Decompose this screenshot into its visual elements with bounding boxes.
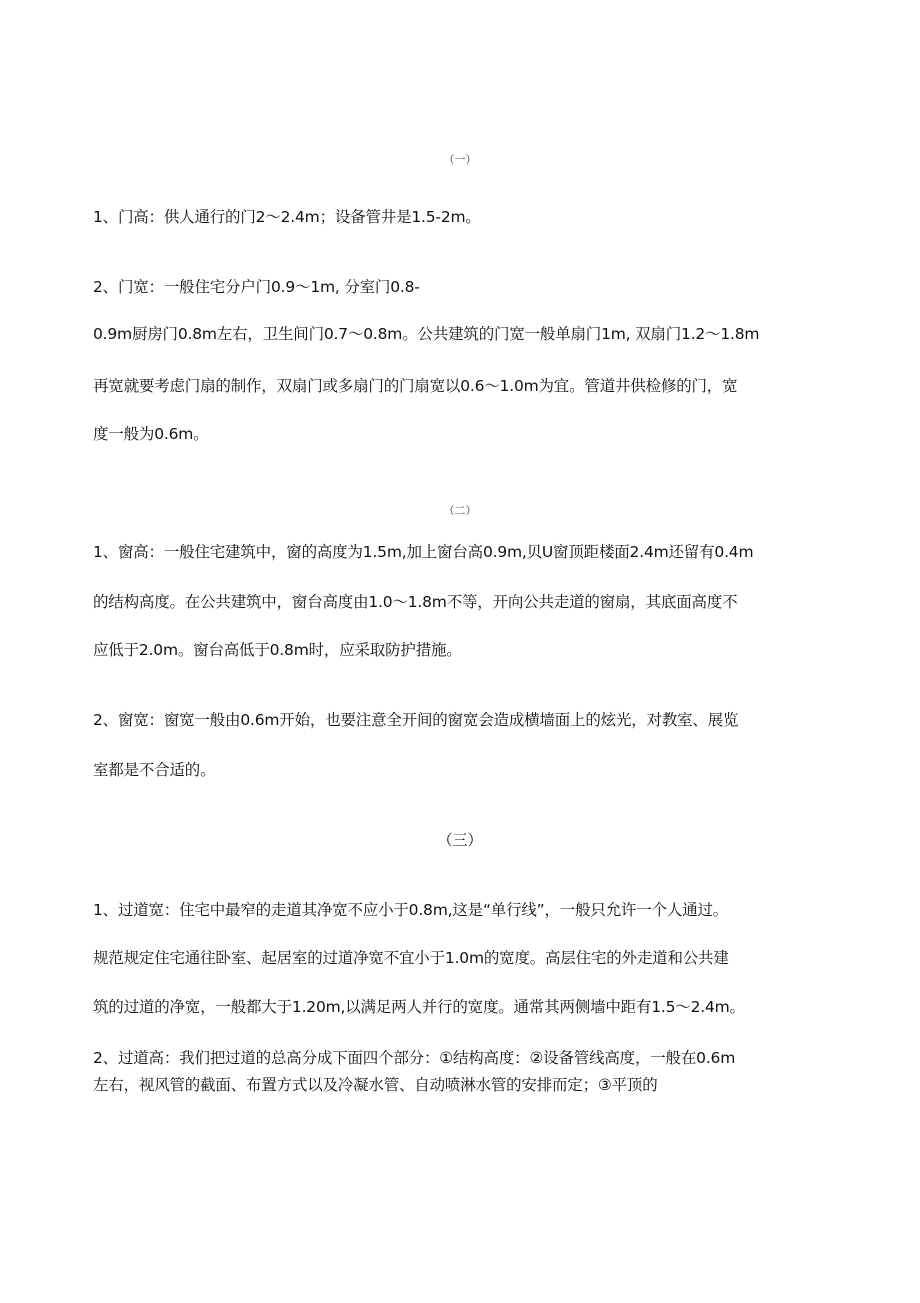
text-line: 室都是不合适的。 [93, 761, 216, 779]
text-line: 1、过道宽：住宅中最窄的走道其净宽不应小于0.8m,这是“单行线”，一般只允许一个人通过。 [93, 901, 729, 919]
section-heading-3: （三） [437, 831, 483, 849]
text-line: 筑的过道的净宽，一般都大于1.20m,以满足两人并行的宽度。通常其两侧墙中距有1.5～2.4m。 [93, 998, 745, 1016]
text-line: 规范规定住宅通往卧室、起居室的过道净宽不宜小于1.0m的宽度。高层住宅的外走道和公共建 [93, 949, 729, 967]
text-line: 2、窗宽：窗宽一般由0.6m开始，也要注意全开间的窗宽会造成横墙面上的炫光，对教室、展览 [93, 711, 739, 729]
text-line: 2、过道高：我们把过道的总高分成下面四个部分：①结构高度：②设备管线高度，一般在0.6m [93, 1049, 736, 1067]
text-line: 再宽就要考虑门扇的制作，双扇门或多扇门的门扇宽以0.6～1.0m为宜。管道井供检修的门，宽 [93, 377, 738, 395]
section-heading-1: （一） [443, 153, 477, 166]
text-line: 1、窗高：一般住宅建筑中，窗的高度为1.5m,加上窗台高0.9m,贝U窗顶距楼面2.4m还留有0.4m [93, 543, 754, 561]
text-line: 的结构高度。在公共建筑中，窗台高度由1.0～1.8m不等，开向公共走道的窗扇，其底面高度不 [93, 593, 738, 611]
text-line: 2、门宽：一般住宅分户门0.9～1m, 分室门0.8- [93, 278, 420, 296]
text-line: 0.9m厨房门0.8m左右，卫生间门0.7～0.8m。公共建筑的门宽一般单扇门1m, 双扇门1.2～1.8m [93, 325, 760, 343]
text-line: 1、门高：供人通行的门2～2.4m；设备管井是1.5-2m。 [93, 208, 481, 226]
text-line: 度一般为0.6m。 [93, 425, 209, 443]
text-line: 应低于2.0m。窗台高低于0.8m时，应采取防护措施。 [93, 641, 462, 659]
text-line: 左右，视风管的截面、布置方式以及冷凝水管、自动喷淋水管的安排而定；③平顶的 [93, 1076, 658, 1094]
section-heading-2: （二） [443, 504, 477, 517]
